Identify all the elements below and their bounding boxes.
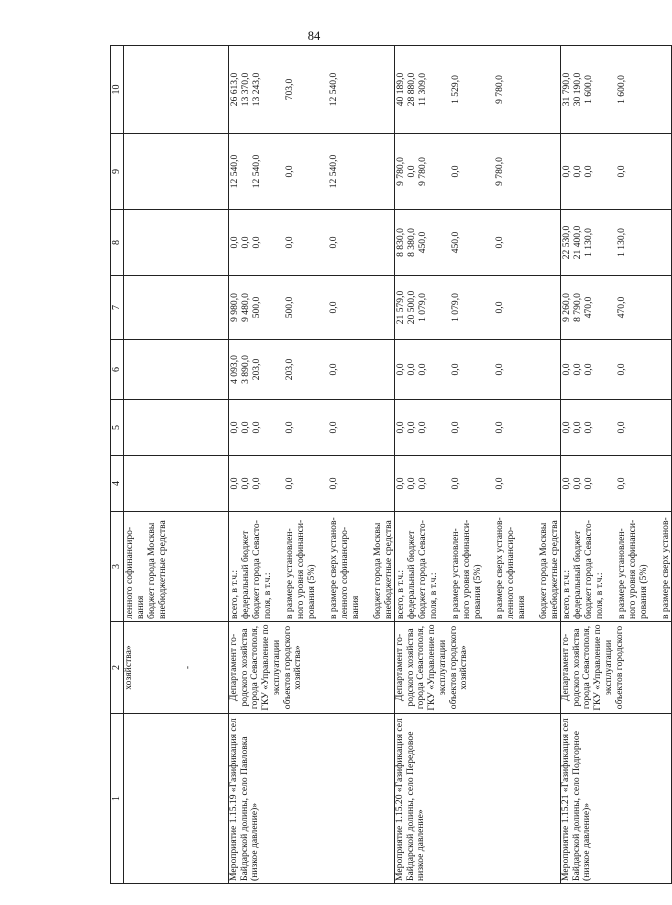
value-text: 13 370,0	[240, 72, 251, 107]
value-text: 4 093,0	[229, 355, 240, 384]
header-cell: 3	[111, 512, 124, 622]
source-label: бюджет города Москвы	[146, 522, 157, 619]
value-cell	[124, 400, 229, 456]
value-cell	[124, 46, 229, 134]
value-text: 0,0	[417, 477, 428, 490]
value-text: 0,0	[328, 477, 339, 490]
value-text: 0,0	[450, 421, 461, 434]
value-text: 0,0	[240, 477, 251, 490]
source-cell	[124, 512, 229, 622]
source-label: в размере сверх установ-	[660, 517, 671, 619]
executor-text: хозяйства»	[123, 645, 134, 690]
value-text: 470,0	[616, 296, 627, 319]
source-label: бюджет города Севасто-поля, в т.ч.:	[251, 520, 273, 619]
value-text: 20 500,0	[406, 290, 417, 325]
executor-text: Департамент го-родского хозяйства города Севастополя, ГКУ «Управление по эксплуатации объектов городского хозяйства»	[228, 624, 304, 711]
value-text: 13 243,0	[251, 72, 262, 107]
event-cell	[561, 714, 672, 884]
value-text: 500,0	[251, 296, 262, 319]
value-text: 0,0	[328, 236, 339, 249]
value-text: 40 189,0	[395, 72, 406, 107]
value-text: 1 130,0	[616, 228, 627, 257]
source-cell	[229, 512, 395, 622]
value-text: 500,0	[284, 296, 295, 319]
value-text: 203,0	[251, 358, 262, 381]
value-text: 0,0	[561, 363, 572, 376]
source-label: бюджет города Москвы	[372, 522, 383, 619]
value-cell	[229, 340, 395, 400]
executor-cell	[395, 622, 561, 714]
header-cell: 10	[111, 46, 124, 134]
value-cell	[561, 276, 672, 340]
value-cell	[395, 134, 561, 210]
executor-cell	[229, 622, 395, 714]
event-cell	[229, 714, 395, 884]
value-text: 0,0	[395, 421, 406, 434]
value-text: 470,0	[583, 296, 594, 319]
value-text: 30 190,0	[572, 72, 583, 107]
value-text: 0,0	[240, 236, 251, 249]
continuation-row	[124, 46, 229, 884]
value-text: 8 380,0	[406, 228, 417, 257]
value-text: 31 790,0	[561, 72, 572, 107]
value-text: 0,0	[572, 165, 583, 178]
value-text: 9 780,0	[494, 75, 505, 104]
header-cell: 2	[111, 622, 124, 714]
value-cell	[395, 340, 561, 400]
value-text: 21 400,0	[572, 225, 583, 260]
value-text: 0,0	[229, 421, 240, 434]
page-number: 84	[307, 29, 321, 43]
source-label: всего, в т.ч.:	[561, 569, 572, 619]
value-cell	[229, 46, 395, 134]
value-text: 203,0	[284, 358, 295, 381]
value-text: 0,0	[284, 165, 295, 178]
header-cell: 5	[111, 400, 124, 456]
value-text: 0,0	[616, 421, 627, 434]
value-cell	[561, 340, 672, 400]
executor-text: Департамент го-родского хозяйства города Севастополя, ГКУ «Управление по эксплуатации объектов городского	[560, 624, 625, 711]
value-text: 0,0	[561, 421, 572, 434]
event-text: Мероприятие 1.15.20 «Газификация сел Байдарской долины, село Передовое низкое давление»	[394, 718, 427, 881]
value-text: 0,0	[494, 421, 505, 434]
executor-cell	[124, 622, 229, 714]
value-text	[240, 136, 251, 207]
value-text: 0,0	[572, 477, 583, 490]
source-label: внебюджетные средства	[549, 520, 560, 619]
value-cell	[395, 400, 561, 456]
value-text: 0,0	[328, 301, 339, 314]
value-text: 12 540,0	[229, 154, 240, 189]
executor-text: Департамент го-родского хозяйства города Севастополя, ГКУ «Управление по эксплуатации объектов городского хозяйства»	[394, 624, 470, 711]
value-text: 0,0	[583, 363, 594, 376]
source-label: всего, в т.ч.:	[229, 569, 240, 619]
value-text: 0,0	[406, 421, 417, 434]
value-cell	[124, 134, 229, 210]
budget-table	[110, 45, 672, 884]
value-text: 0,0	[616, 477, 627, 490]
value-text: 9 260,0	[561, 293, 572, 322]
header-cell: 7	[111, 276, 124, 340]
header-cell: 9	[111, 134, 124, 210]
value-cell	[561, 134, 672, 210]
value-text: 0,0	[284, 421, 295, 434]
value-text: 1 079,0	[417, 293, 428, 322]
value-cell	[229, 276, 395, 340]
value-text: 1 600,0	[583, 75, 594, 104]
value-text: 0,0	[583, 421, 594, 434]
value-text: 0,0	[494, 236, 505, 249]
value-text: 703,0	[284, 78, 295, 101]
value-text: 8 830,0	[395, 228, 406, 257]
value-text: 9 780,0	[417, 157, 428, 186]
value-text: 450,0	[417, 231, 428, 254]
measure-row	[395, 46, 561, 884]
value-cell	[561, 456, 672, 512]
value-text: 0,0	[494, 363, 505, 376]
value-text: 0,0	[583, 477, 594, 490]
value-text: 1 130,0	[583, 228, 594, 257]
value-text: 0,0	[406, 165, 417, 178]
value-text: 0,0	[494, 477, 505, 490]
header-cell: 6	[111, 340, 124, 400]
value-text: 450,0	[450, 231, 461, 254]
value-text: 0,0	[572, 421, 583, 434]
value-text: 28 880,0	[406, 72, 417, 107]
value-text: 0,0	[284, 477, 295, 490]
value-text: 9 780,0	[395, 157, 406, 186]
value-text: 3 890,0	[240, 355, 251, 384]
event-cell	[124, 714, 229, 884]
value-cell	[124, 210, 229, 276]
source-cell	[395, 512, 561, 622]
value-cell	[395, 210, 561, 276]
source-label: в размере сверх установ-ленного софинансиро-вания	[328, 517, 361, 619]
value-cell	[561, 400, 672, 456]
value-text: 0,0	[450, 363, 461, 376]
rotated-table-container	[110, 46, 671, 884]
value-text: 0,0	[406, 477, 417, 490]
value-text: 0,0	[583, 165, 594, 178]
value-text: 1 079,0	[450, 293, 461, 322]
value-text: 8 790,0	[572, 293, 583, 322]
value-text: 12 540,0	[328, 154, 339, 189]
source-label: бюджет города Севасто-поля, в т.ч.:	[417, 520, 439, 619]
value-text: 0,0	[395, 477, 406, 490]
source-label: в размере установлен-ного уровня софинанси-рования (5%)	[284, 519, 317, 619]
value-text: 0,0	[251, 477, 262, 490]
measure-row	[561, 46, 672, 884]
value-text: 22 530,0	[561, 225, 572, 260]
value-text: 12 540,0	[251, 154, 262, 189]
source-label: бюджет города Севасто-поля, в т.ч.:	[583, 520, 605, 619]
value-text: 12 540,0	[328, 72, 339, 107]
value-text: 0,0	[229, 236, 240, 249]
value-text: 0,0	[616, 165, 627, 178]
value-text: 1 529,0	[450, 75, 461, 104]
executor-cell	[561, 622, 672, 714]
value-text: 0,0	[494, 301, 505, 314]
value-text: 1 600,0	[616, 75, 627, 104]
source-cell	[561, 512, 672, 622]
header-cell: 8	[111, 210, 124, 276]
value-text: 0,0	[328, 363, 339, 376]
source-label: в размере установлен-ного уровня софинанси-рования (5%)	[450, 519, 483, 619]
value-text: 0,0	[572, 363, 583, 376]
value-text: 0,0	[284, 236, 295, 249]
value-text: 0,0	[395, 363, 406, 376]
value-text: 0,0	[328, 421, 339, 434]
source-label: федеральный бюджет	[572, 530, 583, 619]
source-label: федеральный бюджет	[240, 530, 251, 619]
header-row	[111, 46, 124, 884]
value-cell	[229, 400, 395, 456]
header-cell: 4	[111, 456, 124, 512]
header-cell: 1	[111, 714, 124, 884]
value-cell	[124, 340, 229, 400]
value-text: 0,0	[417, 363, 428, 376]
value-cell	[229, 210, 395, 276]
measure-row	[229, 46, 395, 884]
source-label: в размере сверх установ-ленного софинансиро-вания	[494, 517, 527, 619]
source-label: внебюджетные средства	[157, 520, 168, 619]
value-text: 0,0	[616, 363, 627, 376]
value-cell	[229, 134, 395, 210]
source-label: в размере установлен-ного уровня софинанси-рования (5%)	[616, 519, 649, 619]
value-text: 0,0	[240, 421, 251, 434]
source-label: внебюджетные средства	[383, 520, 394, 619]
dash-mark: -	[181, 665, 193, 670]
value-text: 0,0	[251, 236, 262, 249]
value-text: 0,0	[561, 165, 572, 178]
value-cell	[124, 456, 229, 512]
value-text: 26 613,0	[229, 72, 240, 107]
value-cell	[395, 276, 561, 340]
event-text: Мероприятие 1.15.21 «Газификация сел Байдарской долины, село Подгорное (низкое давление)»	[560, 718, 593, 881]
value-text: 0,0	[417, 421, 428, 434]
value-text: 0,0	[450, 165, 461, 178]
event-cell	[395, 714, 561, 884]
value-text: 9 780,0	[494, 157, 505, 186]
source-label: всего, в т.ч.:	[395, 569, 406, 619]
value-cell	[395, 456, 561, 512]
event-text: Мероприятие 1.15.19 «Газификация сел Байдарской долины, село Павловка (низкое давление)»	[228, 718, 261, 881]
value-text: 0,0	[251, 421, 262, 434]
value-cell	[561, 210, 672, 276]
source-label: бюджет города Москвы	[538, 522, 549, 619]
value-text: 9 480,0	[240, 293, 251, 322]
value-text: 0,0	[406, 363, 417, 376]
value-text: 0,0	[561, 477, 572, 490]
value-cell	[395, 46, 561, 134]
value-cell	[561, 46, 672, 134]
value-text: 9 980,0	[229, 293, 240, 322]
value-cell	[229, 456, 395, 512]
source-label: ленного софинансиро-вания	[124, 526, 146, 619]
value-text: 0,0	[450, 477, 461, 490]
value-cell	[124, 276, 229, 340]
value-text: 0,0	[229, 477, 240, 490]
value-text: 21 579,0	[395, 290, 406, 325]
value-text: 11 309,0	[417, 72, 428, 107]
source-label: федеральный бюджет	[406, 530, 417, 619]
